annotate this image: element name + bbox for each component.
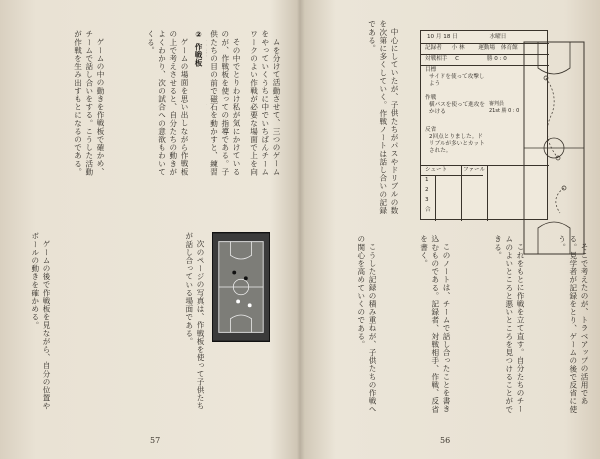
right-text-col-2 [530,235,590,415]
left-paragraph-2: その中でとりわけ私が気にかけているのが、作戦板を使っての指導である。子供たちの目の前で磁石を動かすと、練習 [209,30,241,176]
left-text-col-1 [246,30,282,180]
left-paragraph-3: ゲームの場面を思い出しながら作戦板の上で考えさせると、自分たちの動きがよくわかり、次の試合への意欲もわいてくる。 [146,30,189,176]
court-diagram [520,38,588,258]
left-text-col-2 [206,30,242,180]
score-table-header [425,167,485,174]
goal-box [425,67,487,88]
place-value: 体育館 [500,45,518,51]
opponent-label: 対戦相手 [425,56,448,62]
page-number-right: 56 [440,436,451,445]
reflection-label: 反省 [425,127,437,133]
form-recorder-row [425,45,518,52]
tactic-box [425,95,487,116]
reflection-box [425,127,487,155]
form-vertical-rule [461,165,462,221]
right-text-col-1 [320,20,400,220]
score-row-label: 2 [425,187,429,193]
goal-value: サイドを使って攻撃しよう [429,74,485,87]
score-row-total [425,207,431,214]
score-row-3 [425,197,429,204]
left-text-col-3 [110,30,190,180]
recorder-value: 小 林 [451,45,465,51]
left-paragraph-6: ゲームの後で作戦板を見ながら、自分の位置やボールの動きを確かめる。 [30,232,51,410]
right-text-col-3 [456,235,526,415]
left-text-col-6 [12,232,52,412]
right-paragraph-5: こうした記録の積み重ねが、子供たちの作戦への関心を高めていくのである。 [356,235,377,413]
form-vertical-rule [487,165,488,221]
left-paragraph-1: ムを分けて活動させて、三つのゲームをやっていくうちに中でいちばんチームワークのよい作戦が必要な場面で上を向 [249,30,281,176]
score-label: 勝 0 : 0 [486,56,507,62]
left-paragraph-4: ゲームの中の動きを作戦板で確かめ、チームで話し合いをする。こうした活動が作戦を生み出すもとになるのである。 [73,30,105,176]
recorder-label: 記録者 [425,45,442,51]
goal-label: 目標 [425,67,437,73]
left-text-col-4 [16,30,106,180]
shoot-header: シュート [425,167,448,173]
right-text-col-5 [312,235,378,415]
score-row-1 [425,177,429,184]
tactic-label: 作戦 [425,95,437,101]
place-label: 運動場 [478,45,496,51]
foul-header: ファール [463,167,486,173]
left-heading-col [194,30,204,180]
strategy-board-image [213,233,269,341]
form-date: 10 月 18 日 [427,34,458,40]
reflection-value: 2回点とりました。ドリブルが多いとカットされた。 [429,134,485,154]
form-date-row [427,34,506,41]
tactic-value: 横パスを使って進攻をかける [429,102,485,115]
right-paragraph-1: 中心にしていたが、子供たちがパスやドリブルの数を次第に多くしていく。作戦ノートは話し合いの記録である。 [367,20,399,215]
left-text-col-5 [56,232,206,412]
referee-label: 審判員 [489,101,505,107]
score-row-2 [425,187,429,194]
court-drawing [520,38,588,258]
page-number-left: 57 [150,436,161,445]
right-text-col-4 [382,235,452,415]
referee-value: 21st 勝 0 : 0 [489,108,520,114]
opponent-value: C [455,56,460,62]
right-paragraph-4: このノートは、チームで話し合ったことを書き込むものである。記録者、対戦相手、作戦、反省を書く。 [419,235,451,414]
form-rule [421,175,483,176]
form-vertical-rule [435,175,436,221]
right-paragraph-3: これをもとに作戦を立て直す。自分たちのチームのよいところと悪いところを見つけることができる。 [493,235,525,414]
score-row-label: 合 [425,207,431,213]
left-page [0,0,298,459]
form-opponent-row [425,56,507,63]
strategy-board-photo [212,232,270,342]
score-row-label: 3 [425,197,429,203]
score-row-label: 1 [425,177,429,183]
section-heading: ② 作戦板 [194,30,203,67]
left-paragraph-5: 次のページの写真は、作戦板を使って子供たちが話し合っている場面である。 [184,232,205,410]
right-page [302,0,600,459]
right-paragraph-2: そこで考えたのが、トラベアップの活用である。見学者が記録をとり、ゲームの後で反省に使う。 [557,235,589,414]
form-weekday: 水曜日 [489,34,507,40]
